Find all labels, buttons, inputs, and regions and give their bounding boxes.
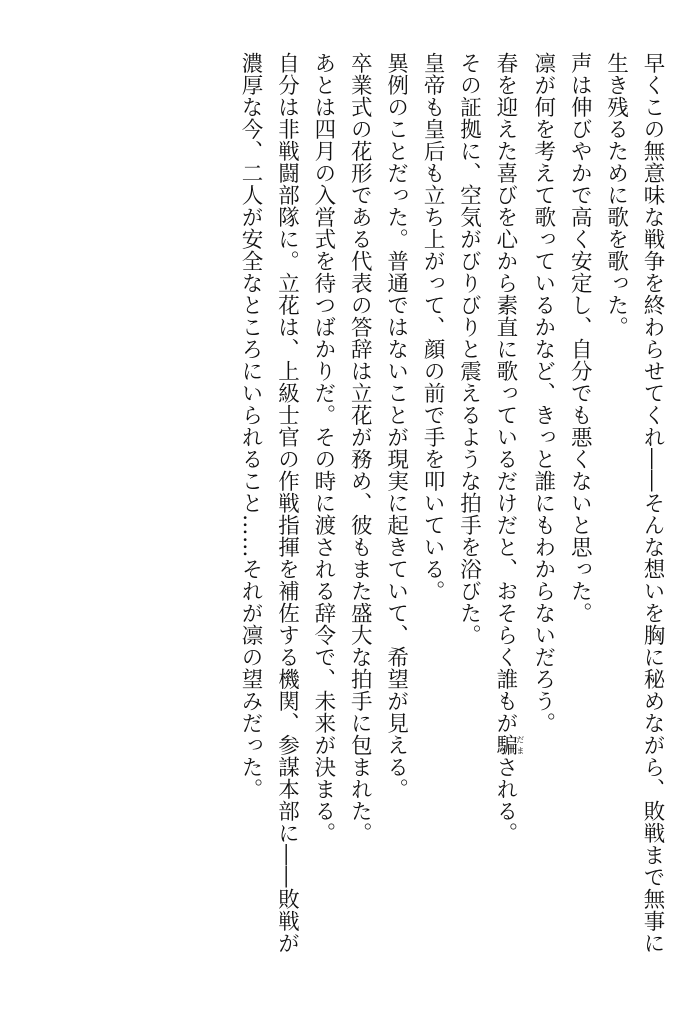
text-line-8: 異例のことだった。普通ではないことが現実に起きていて、希望が見える。 [383, 52, 409, 800]
ruby-base: 騙 [492, 734, 518, 756]
text-line-2: 生き残るために歌を歌った。 [603, 52, 629, 338]
text-line-12: 濃厚な今、二人が安全なところにいられること……それが凛の望みだった。 [238, 52, 264, 800]
ruby-reading: だま [515, 734, 525, 756]
text-line-6: その証拠に、空気がびりびりと震えるような拍手を浴びた。 [456, 52, 482, 646]
text-line-10: あとは四月の入営式を待つばかりだ。その時に渡される辞令で、未来が決まる。 [310, 52, 336, 844]
text-line-3: 声は伸びやかで高く安定し、自分でも悪くないと思った。 [567, 52, 593, 624]
text-line-5-before: 春を迎えた喜びを心から素直に歌っているだけだと、おそらく誰もが [492, 52, 518, 734]
text-line-11: 自分は非戦闘部隊に。立花は、上級士官の作戦指揮を補佐する機関、参謀本部に――敗戦が [274, 52, 300, 954]
furigana-ruby [492, 734, 525, 756]
text-line-5 [486, 52, 524, 972]
vertical-text-body [232, 52, 670, 972]
text-line-1: 早くこの無意味な戦争を終わらせてくれ――そんな想いを胸に秘めながら、敗戦まで無事に [640, 52, 665, 954]
text-line-4: 凛が何を考えて歌っているかなど、きっと誰にもわからないだろう。 [530, 52, 556, 734]
text-line-7: 皇帝も皇后も立ち上がって、顔の前で手を叩いている。 [420, 52, 446, 602]
text-line-9: 卒業式の花形である代表の答辞は立花が務め、彼もまた盛大な拍手に包まれた。 [347, 52, 373, 844]
text-line-5-after: される。 [492, 756, 518, 844]
